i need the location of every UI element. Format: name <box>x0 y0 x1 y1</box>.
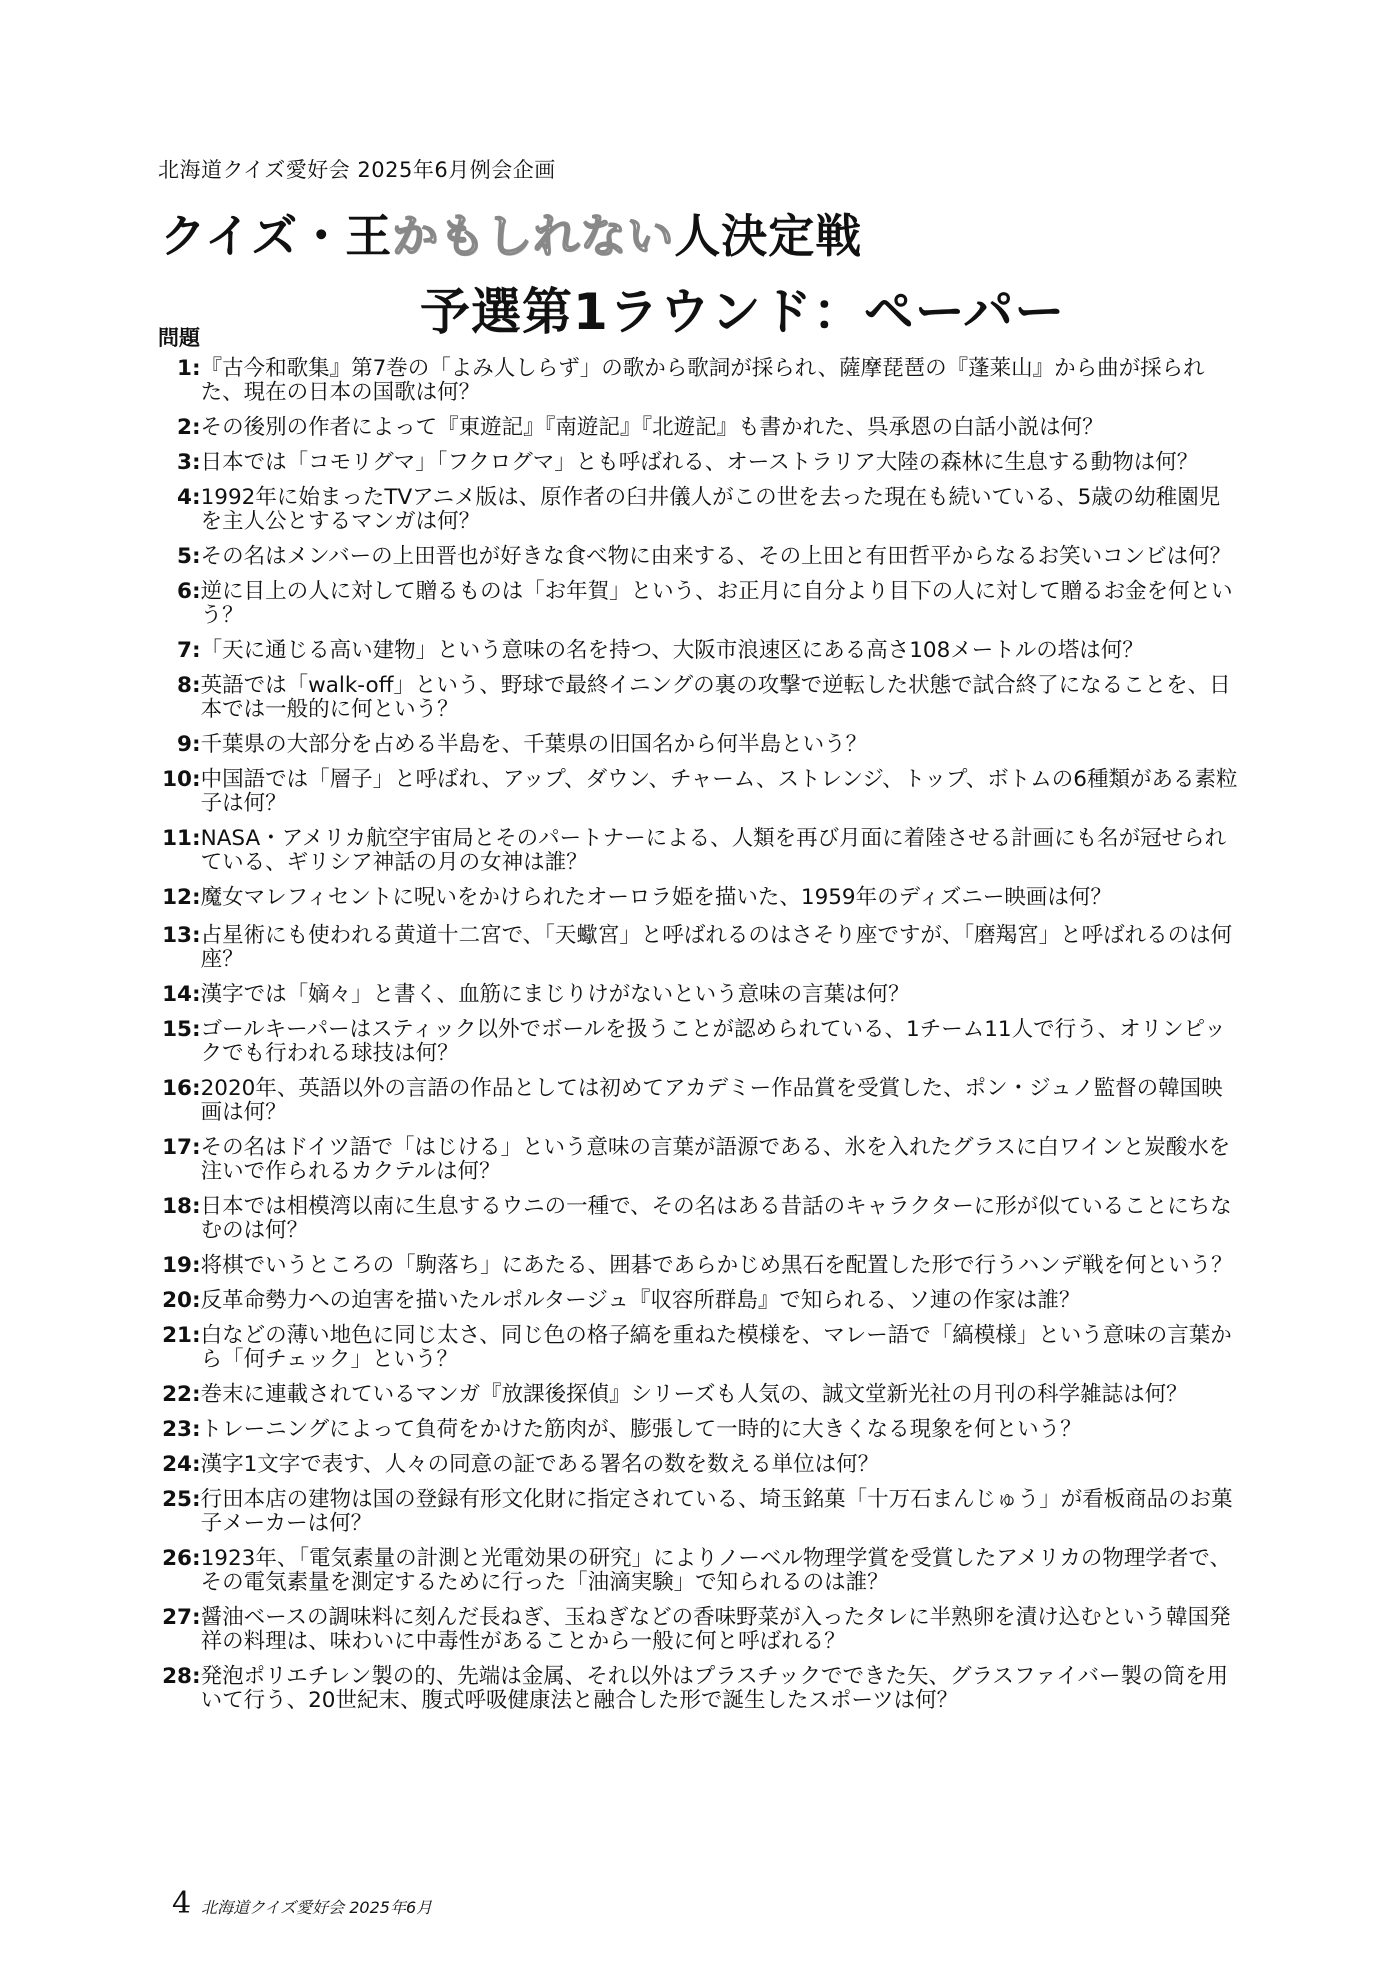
question-separator: : <box>192 1605 201 1630</box>
question-text: 1923年、「電気素量の計測と光電効果の研究」によりノーベル物理学賞を受賞したアメリカの物理学者で、その電気素量を測定するために行った「油滴実験」で知られるのは誰？ <box>200 1546 1232 1595</box>
question-number: 2 <box>177 415 192 440</box>
section-label: 問題 <box>158 326 200 350</box>
question-item <box>150 1453 1240 1477</box>
page-number: 4 <box>172 1886 192 1921</box>
question-item <box>150 486 1240 534</box>
question-text: その後別の作者によって『東遊記』『南遊記』『北遊記』も書かれた、呉承恩の白話小説は何？ <box>200 415 1104 440</box>
question-item <box>150 1488 1240 1536</box>
question-number: 4 <box>177 485 192 510</box>
footer-text: 北海道クイズ愛好会 2025年6月 <box>201 1898 433 1917</box>
question-text: 千葉県の大部分を占める半島を、千葉県の旧国名から何半島という？ <box>200 732 868 757</box>
question-item <box>150 674 1240 722</box>
question-separator: : <box>192 767 201 792</box>
question-number: 27 <box>162 1605 192 1630</box>
question-item <box>150 1077 1240 1125</box>
question-number: 16 <box>162 1076 192 1101</box>
page-subtitle: 予選第1ラウンド：ペーパー <box>420 283 1066 341</box>
question-item <box>150 1547 1240 1595</box>
question-separator: : <box>192 1452 201 1477</box>
question-text: 日本では相模湾以南に生息するウニの一種で、その名はある昔話のキャラクターに形が似ていることにちなむのは何？ <box>200 1194 1232 1243</box>
question-separator: : <box>192 1323 201 1348</box>
question-item <box>150 827 1240 875</box>
question-number: 24 <box>162 1452 192 1477</box>
question-number: 9 <box>177 732 192 757</box>
question-text: 白などの薄い地色に同じ太さ、同じ色の格子縞を重ねた模様を、マレー語で「縞模様」という意味の言葉から「何チェック」という？ <box>200 1323 1232 1372</box>
question-number: 6 <box>177 579 192 604</box>
question-item <box>150 1383 1240 1407</box>
question-text: 中国語では「層子」と呼ばれ、アップ、ダウン、チャーム、ストレンジ、トップ、ボトムの6種類がある素粒子は何？ <box>200 767 1238 816</box>
question-number: 26 <box>162 1546 192 1571</box>
question-number: 17 <box>162 1135 192 1160</box>
question-number: 3 <box>177 450 192 475</box>
question-item <box>150 1418 1240 1442</box>
question-text: 日本では「コモリグマ」「フクログマ」とも呼ばれる、オーストラリア大陸の森林に生息する動物は何？ <box>200 450 1199 475</box>
question-separator: : <box>192 415 201 440</box>
question-separator: : <box>192 450 201 475</box>
question-separator: : <box>192 1382 201 1407</box>
question-item <box>150 1665 1240 1713</box>
question-separator: : <box>192 1288 201 1313</box>
question-separator: : <box>192 1253 201 1278</box>
question-number: 25 <box>162 1487 192 1512</box>
question-text: ゴールキーパーはスティック以外でボールを扱うことが認められている、1チーム11人で行う、オリンピックでも行われる球技は何？ <box>200 1017 1226 1066</box>
question-item <box>150 580 1240 628</box>
question-item <box>150 1136 1240 1184</box>
question-number: 20 <box>162 1288 192 1313</box>
question-separator: : <box>192 1135 201 1160</box>
question-text: 反革命勢力への迫害を描いたルポルタージュ『収容所群島』で知られる、ソ連の作家は誰？ <box>200 1288 1081 1313</box>
question-number: 11 <box>162 826 192 851</box>
title-part1: クイズ・王 <box>160 209 393 263</box>
question-item <box>150 416 1240 440</box>
question-text: 1992年に始まったTVアニメ版は、原作者の臼井儀人がこの世を去った現在も続いている、5歳の幼稚園児を主人公とするマンガは何？ <box>200 485 1221 534</box>
question-text: 占星術にも使われる黄道十二宮で、「天蠍宮」と呼ばれるのはさそり座ですが、「磨羯宮」と呼ばれるのは何座？ <box>200 923 1233 972</box>
question-separator: : <box>192 673 201 698</box>
question-text: 漢字では「嫡々」と書く、血筋にまじりけがないという意味の言葉は何？ <box>200 982 910 1007</box>
question-text: 魔女マレフィセントに呪いをかけられたオーロラ姫を描いた、1959年のディズニー映画は何？ <box>200 885 1112 910</box>
question-separator: : <box>192 885 201 910</box>
question-item <box>150 451 1240 475</box>
question-number: 5 <box>177 544 192 569</box>
question-number: 8 <box>177 673 192 698</box>
question-item <box>150 1018 1240 1066</box>
question-text: 「天に通じる高い建物」という意味の名を持つ、大阪市浪速区にある高さ108メートルの塔は何？ <box>200 638 1144 663</box>
question-separator: : <box>192 638 201 663</box>
question-number: 22 <box>162 1382 192 1407</box>
question-number: 15 <box>162 1017 192 1042</box>
question-item <box>150 1289 1240 1313</box>
question-item <box>150 1254 1240 1278</box>
question-text: 『古今和歌集』第7巻の「よみ人しらず」の歌から歌詞が採られ、薩摩琵琶の『蓬莱山』から曲が採られた、現在の日本の国歌は何？ <box>200 356 1205 405</box>
question-separator: : <box>192 1546 201 1571</box>
question-number: 21 <box>162 1323 192 1348</box>
question-separator: : <box>192 1664 201 1689</box>
question-separator: : <box>192 1417 201 1442</box>
question-separator: : <box>192 1194 201 1219</box>
question-item <box>150 357 1240 405</box>
question-number: 19 <box>162 1253 192 1278</box>
question-item <box>150 768 1240 816</box>
page-footer <box>172 1886 432 1921</box>
title-part2: 人決定戦 <box>674 209 863 263</box>
question-number: 28 <box>162 1664 192 1689</box>
question-item <box>150 733 1240 757</box>
question-text: 漢字1文字で表す、人々の同意の証である署名の数を数える単位は何？ <box>200 1452 880 1477</box>
question-text: その名はメンバーの上田晋也が好きな食べ物に由来する、その上田と有田哲平からなるお笑いコンビは何？ <box>200 544 1232 569</box>
question-number: 10 <box>162 767 192 792</box>
question-text: 行田本店の建物は国の登録有形文化財に指定されている、埼玉銘菓「十万石まんじゅう」が看板商品のお菓子メーカーは何？ <box>200 1487 1233 1536</box>
question-number: 14 <box>162 982 192 1007</box>
question-item <box>150 1195 1240 1243</box>
question-separator: : <box>192 1017 201 1042</box>
page-title <box>160 200 862 266</box>
question-item <box>150 545 1240 569</box>
question-item <box>150 1606 1240 1654</box>
question-separator: : <box>192 1076 201 1101</box>
question-separator: : <box>192 732 201 757</box>
question-number: 13 <box>162 923 192 948</box>
question-text: 巻末に連載されているマンガ『放課後探偵』シリーズも人気の、誠文堂新光社の月刊の科学雑誌は何？ <box>200 1382 1188 1407</box>
question-number: 7 <box>177 638 192 663</box>
question-separator: : <box>192 826 201 851</box>
question-text: 醤油ベースの調味料に刻んだ長ねぎ、玉ねぎなどの香味野菜が入ったタレに半熟卵を漬け込むという韓国発祥の料理は、味わいに中毒性があることから一般に何と呼ばれる？ <box>200 1605 1231 1654</box>
question-item <box>150 639 1240 663</box>
question-text: NASA・アメリカ航空宇宙局とそのパートナーによる、人類を再び月面に着陸させる計画にも名が冠せられている、ギリシア神話の月の女神は誰？ <box>200 826 1227 875</box>
question-text: 発泡ポリエチレン製の的、先端は金属、それ以外はプラスチックでできた矢、グラスファイバー製の筒を用いて行う、20世紀末、腹式呼吸健康法と融合した形で誕生したスポーツは何？ <box>200 1664 1228 1713</box>
question-item <box>150 1324 1240 1372</box>
question-separator: : <box>192 356 201 381</box>
question-text: 英語では「walk-off」という、野球で最終イニングの裏の攻撃で逆転した状態で試合終了になることを、日本では一般的に何という？ <box>200 673 1231 722</box>
question-item <box>150 886 1240 910</box>
title-outline-text: かもしれない <box>392 209 675 263</box>
question-separator: : <box>192 982 201 1007</box>
question-separator: : <box>192 485 201 510</box>
question-item <box>150 924 1240 972</box>
event-header: 北海道クイズ愛好会 2025年6月例会企画 <box>158 158 556 182</box>
question-item <box>150 983 1240 1007</box>
question-text: 2020年、英語以外の言語の作品としては初めてアカデミー作品賞を受賞した、ポン・ジュノ監督の韓国映画は何？ <box>200 1076 1223 1125</box>
question-separator: : <box>192 1487 201 1512</box>
question-text: 逆に目上の人に対して贈るものは「お年賀」という、お正月に自分より目下の人に対して贈るお金を何という？ <box>200 579 1233 628</box>
question-text: トレーニングによって負荷をかけた筋肉が、膨張して一時的に大きくなる現象を何という？ <box>200 1417 1082 1442</box>
question-text: 将棋でいうところの「駒落ち」にあたる、囲碁であらかじめ黒石を配置した形で行うハンデ戦を何という？ <box>200 1253 1233 1278</box>
question-separator: : <box>192 544 201 569</box>
question-separator: : <box>192 923 201 948</box>
question-number: 23 <box>162 1417 192 1442</box>
question-list <box>150 357 1240 1724</box>
question-number: 1 <box>177 356 192 381</box>
question-separator: : <box>192 579 201 604</box>
question-text: その名はドイツ語で「はじける」という意味の言葉が語源である、氷を入れたグラスに白ワインと炭酸水を注いで作られるカクテルは何？ <box>200 1135 1231 1184</box>
question-number: 18 <box>162 1194 192 1219</box>
question-number: 12 <box>162 885 192 910</box>
